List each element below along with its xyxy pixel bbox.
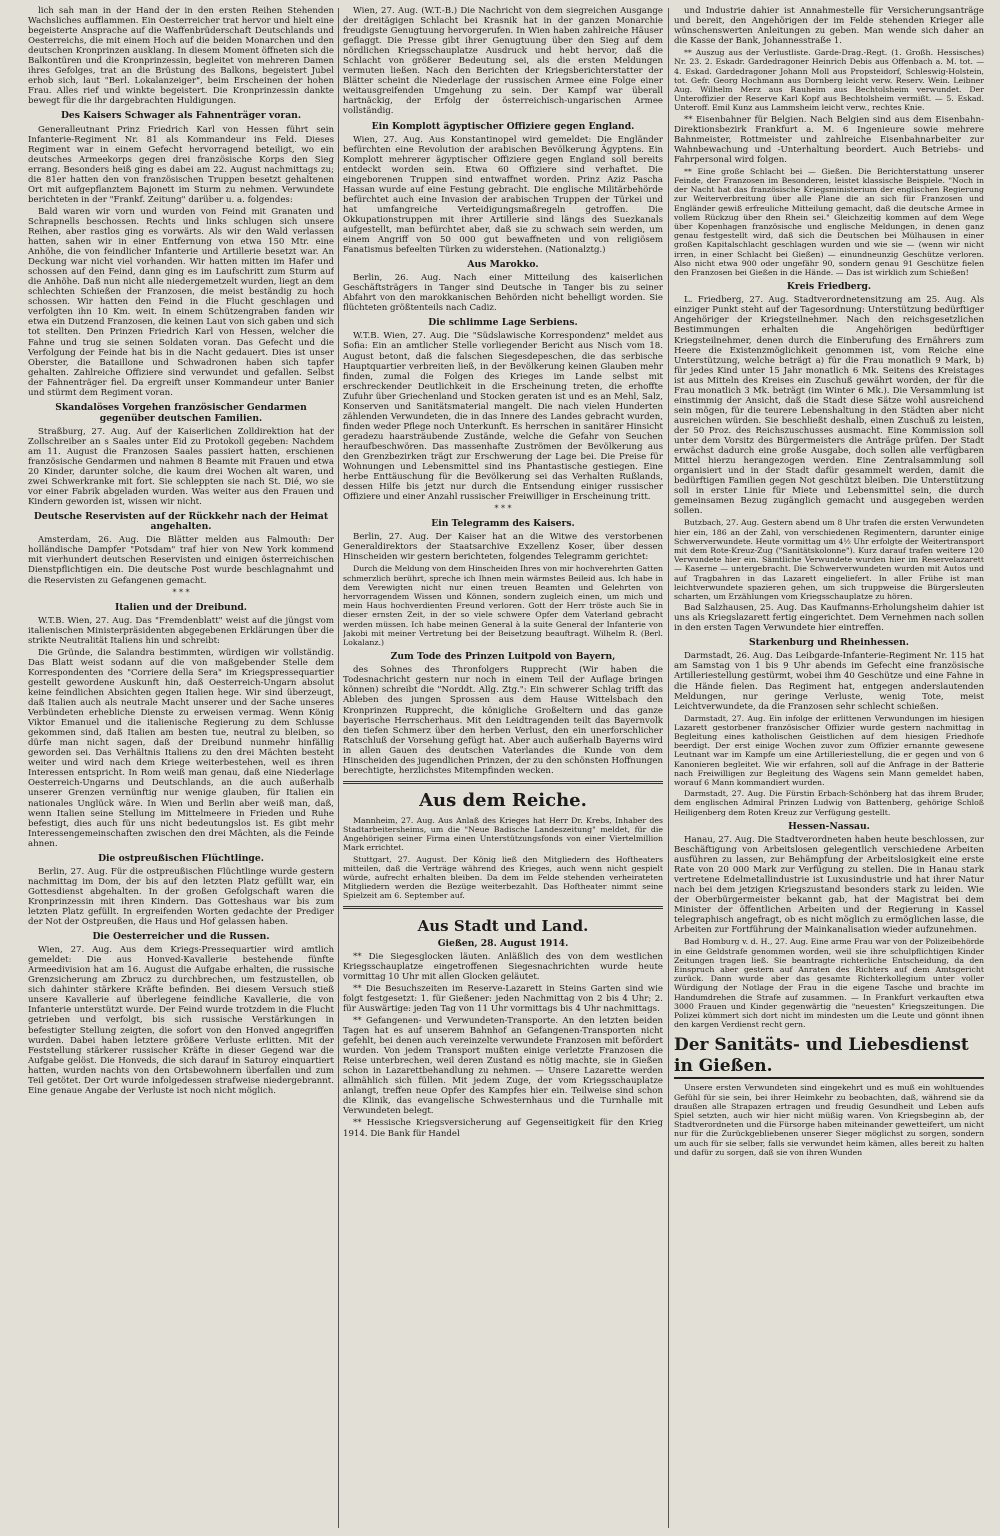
- headline-gendarmen: Skandalöses Vorgehen französischer Gendarmen: [55, 401, 307, 413]
- column-left: [28, 6, 334, 1530]
- article-paragraph: ** Die Besuchszeiten im Reserve-Lazarett in Steins Garten sind wie folgt festgesetzt: 1. für Gießener: jeden Nachmittag von 2 bis 4 Uhr; 2. für Auswärtige: jeden Tag von 11 Uhr vormittags bis 4 Uhr nachmittags.: [343, 983, 663, 1014]
- article-paragraph: Straßburg, 27. Aug. Auf der Kaiserlichen Zolldirektion hat der Zollschreiber an s Saales unter Eid zu Protokoll gegeben: Nachdem am 11. August die Franzosen Saales passiert hatten, erschienen französische Gendarmen und nahmen 8 Beamte mit Frauen und etwa 20 Kinder, darunter solche, die kaum drei Wochen alt waren, und zwei Schwerkranke mit fort. Sie schleppten sie nach St. Dié, wo sie vor einer Fabrik abgeladen wurden. Was weiter aus den Frauen und Kindern geworden ist, wissen wir nicht.: [28, 426, 334, 508]
- headline-marokko: Aus Marokko.: [467, 259, 539, 271]
- article-paragraph: Die Gründe, die Salandra bestimmten, würdigen wir vollständig. Das Blatt weist sodann auf die von maßgebender Stelle dem Korrespondenten des "Corriere della Sera" im Kriegspressequartier gestellt gewordene Auskunft hin, daß Oesterreich-Ungarn absolut keine feindlichen Absichten gegen Italien hege. Wir sind überzeugt, daß Italien auch als neutrale Macht unserer und der Sache unseres Verbündeten erhebliche Dienste zu erweisen vermag. Wenn König Viktor Emanuel und die italienische Regierung zu dem Schlusse gekommen sind, daß Italien am besten tue, neutral zu bleiben, so dürfe man nicht sagen, daß der Dreibund nunmehr hinfällig geworden sei. Das Verhältnis Italiens zu den drei Mächten besteht weiter und wird nach dem Kriege weiterbestehen, weil es ihren Interessen entspricht. In Rom weiß man genau, daß eine Niederlage Oesterreich-Ungarns und Deutschlands, an die auch außerhalb unserer Grenzen vernünftig nur wenige glauben, für Italien ein nationales Unglück wäre. In Wien und Berlin aber weiß man, daß, wenn Italien seine Stellung im Mittelmeere in Frieden und Ruhe befestigt, dies auch für uns nicht bedeutungslos ist. Es gibt mehr Interessengemeinschaften zwischen den drei Mächten, als die Feinde ahnen.: [28, 647, 334, 849]
- article-paragraph: des Sohnes des Thronfolgers Rupprecht (Wir haben die Todesnachricht gestern nur noch in einem Teil der Auflage bringen können) schreibt die "Norddt. Allg. Ztg.": Ein schwerer Schlag trifft das Ableben des jungen Sprossen aus dem Hause Wittelsbach den Kronprinzen Rupprecht, die königliche Großeltern und das ganze bayerische Herrscherhaus. Mit den Leidtragenden teilt das Bayernvolk den tiefen Schmerz über den herben Verlust, den ein unerforschlicher Ratschluß der Vorsehung gefügt hat. Aber auch außerhalb Bayerns wird in allen Gauen des deutschen Vaterlandes die Kunde von dem Hinscheiden des jugendlichen Prinzen, der zu den schönsten Hoffnungen berechtigte, herzlichstes Mitempfinden wecken.: [343, 665, 663, 776]
- headline-hessen-nassau: Hessen-Nassau.: [788, 820, 870, 832]
- intro-paragraph: lich sah man in der Hand der in den ersten Reihen Stehenden Wachsliches aufflammen. Ein Oesterreicher trat hervor und hielt eine begeisterte Ansprache auf die Waffenbrüderschaft Deutschlands und Oesterreichs, die mit einem Hoch auf die beiden Monarchen und den deutschen Kronprinzen ausklang. In diesem Moment öffneten sich die Balkontüren und die Kronprinzessin, begleitet von mehreren Damen ihres Gefolges, trat an die Brüstung des Balkons, begeistert Jubel erhob sich, laut "Berl. Lokalanzeiger", beim Erscheinen der hohen Frau. Alles rief und winkte begeistert. Die Kronprinzessin dankte bewegt für die ihr dargebrachten Huldigungen.: [28, 6, 334, 107]
- section-title-reich: Aus dem Reiche.: [419, 789, 587, 811]
- article-paragraph: Bad Salzhausen, 25. Aug. Das Kaufmanns-Erholungsheim dahier ist uns als Kriegslazarett fertig eingerichtet. Dem Vernehmen nach sollen in den ersten Tagen Verwundete hier eintreffen.: [674, 603, 984, 634]
- article-paragraph: Stuttgart, 27. August. Der König ließ den Mitgliedern des Hoftheaters mitteilen, daß die Verträge während des Krieges, auch wenn nicht gespielt würde, aufrecht erhalten bleiben. Da dem im Felde stehenden verheirateten Mitgliedern werden die Bezüge weiterbezahlt. Das Hoftheater nimmt seine Spielzeit am 6. September auf.: [343, 854, 663, 901]
- separator-stars: * * *: [172, 587, 190, 597]
- headline-komplott: Ein Komplott ägyptischer Offiziere gegen England.: [371, 120, 635, 132]
- article-paragraph: Darmstadt, 27. Aug. Die Fürstin Erbach-Schönberg hat das ihrem Bruder, dem englischen Admiral Prinzen Ludwig von Battenberg, gehörige Schloß Heiligenberg dem Roten Kreuz zur Verfügung gestellt.: [674, 789, 984, 817]
- headline-gendarmen-sub: gegenüber deutschen Familien.: [99, 412, 263, 424]
- section-divider: [343, 781, 663, 784]
- article-paragraph: Mannheim, 27. Aug. Aus Anlaß des Krieges hat Herr Dr. Krebs, Inhaber des Stadtarbeitersheims, um die "Neue Badische Landeszeitung" meldet, für die Angehörigen seiner Firma einen Unterstützungsfonds von einer Viertelmillion Mark errichtet.: [343, 815, 663, 853]
- article-paragraph: Berlin, 27. Aug. Der Kaiser hat an die Witwe des verstorbenen Generaldirektors der Staatsarchive Exzellenz Koser, über dessen Hinscheiden wir gestern berichteten, folgendes Telegramm gerichtet:: [343, 532, 663, 563]
- separator-stars: * * *: [494, 504, 512, 514]
- article-paragraph: ** Hessische Kriegsversicherung auf Gegenseitigkeit für den Krieg 1914. Die Bank für Handel: [343, 1118, 663, 1139]
- column-rule: [668, 8, 669, 1528]
- column-rule: [338, 8, 339, 1528]
- article-paragraph: und Industrie dahier ist Annahmestelle für Versicherungsanträge und bereit, den Angehörigen der im Felde stehenden Krieger alle wünschenswerten Anleitungen zu geben. Man wende sich daher an die Kasse der Bank, Johannesstraße 1.: [674, 6, 984, 47]
- article-paragraph: ** Eisenbahner für Belgien. Nach Belgien sind aus dem Eisenbahn-Direktionsbezirk Frankfurt a. M. 6 Ingenieure sowie mehrere Bahnmeister, Rottmeister und zahlreiche Eisenbahnarbeiter zur Wahnbewachung und -Unterhaltung beordert. Auch Betriebs- und Fahrpersonal wird folgen.: [674, 114, 984, 165]
- headline-fluechtlinge: Die ostpreußischen Flüchtlinge.: [98, 852, 264, 864]
- headline-friedberg: Kreis Friedberg.: [786, 281, 872, 293]
- headline-starkenburg: Starkenburg und Rheinhessen.: [748, 637, 910, 649]
- article-paragraph: W.T.B. Wien, 27. Aug. Das "Fremdenblatt" weist auf die jüngst vom italienischen Ministerpräsidenten abgegebenen Erklärungen über die strikte Neutralität Italiens hin und schreibt:: [28, 615, 334, 646]
- article-paragraph: ** Die Siegesglocken läuten. Anläßlich des von dem westlichen Kriegsschauplatze eingetroffenen Siegesnachrichten wurde heute vormittag 10 Uhr mit allen Glocken geläutet.: [343, 951, 663, 982]
- article-paragraph: Berlin, 27. Aug. Für die ostpreußischen Flüchtlinge wurde gestern nachmittag im Dom, der bis auf den letzten Platz gefüllt war, ein Gottesdienst abgehalten. In der großen Gefolgschaft waren die Kronprinzessin mit ihren Kindern. Das Gotteshaus war bis zum letzten Platz gefüllt. In ergreifenden Worten gedachte der Prediger der Not der Ostpreußen, die Haus und Hof gelassen haben.: [28, 866, 334, 928]
- article-paragraph: Unsere ersten Verwundeten sind eingekehrt und es muß ein wohltuendes Gefühl für sie sein, bei ihrer Heimkehr zu beobachten, daß, während sie da draußen alle Strapazen ertragen und freudig Gesundheit und Leben aufs Spiel setzten, auch wir hier nicht müßig waren. Von Kriegsbeginn ab, der Stadtverordneten und die Fürsorge haben miteinander gewetteifert, um nicht nur für die Zurückgebliebenen unserer Sieger möglichst zu sorgen, sondern um auch für sie selber, falls sie verwundet heim kämen, alles bereit zu halten und dafür zu sorgen, daß sie von ihren Wunden: [674, 1083, 984, 1157]
- article-paragraph: Wien, 27. Aug. Aus Konstantinopel wird gemeldet: Die Engländer befürchten eine Revolution der arabischen Bevölkerung Ägyptens. Ein Komplott mehrerer ägyptischer Offiziere gegen England soll bereits entdeckt worden sein. Etwa 60 Offiziere sind verhaftet. Die eingeborenen Truppen sind entwaffnet worden. Prinz Aziz Pascha Hassan wurde auf eine Festung gebracht. Die englische Militärbehörde befürchtet auch eine Invasion der arabischen Truppen der Türkei und hat umfangreiche Verteidigungsmaßregeln getroffen. Die Okkupationstruppen mit ihrer Artillerie sind längs des Suezkanals aufgestellt, man befürchtet aber, daß sie zu schwach sein werden, um einem Angriff von 50 000 gut bewaffneten und von religiösem Fanatismus befeelten Türken zu widerstehen. (Nationalztg.): [343, 134, 663, 256]
- article-paragraph: W.T.B. Wien, 27. Aug. Die "Südslawische Korrespondenz" meldet aus Sofia: Ein an amtlicher Stelle vorliegender Bericht aus Nisch vom 18. August betont, daß die falschen Siegesdepeschen, die das serbische Hauptquartier verbreiten ließ, in der Bevölkerung keinen Glauben mehr finden, zumal die Folgen des Krieges im Lande selbst mit erschreckender Deutlichkeit in die Erscheinung treten, die erhoffte Zufuhr über Griechenland und Stocken geraten ist und es an Mehl, Salz, Konserven und Sanitätsmaterial mangelt. Die nach vielen Hunderten zählenden Verwundeten, die in das Innere des Landes gebracht wurden, finden weder Pflege noch Unterkunft. Es herrschen in sanitärer Hinsicht geradezu haarsträubende Zustände, welche die Gefahr von Seuchen heraufbeschwören. Das massenhafte Zuströmen der Bevölkerung aus den Grenzbezirken trägt zur Erschwerung der Lage bei. Die Preise für Wohnungen und Lebensmittel sind ins Phantastische gestiegen. Eine herbe Enttäuschung für die Bevölkerung sei das Verhalten Rußlands, dessen Hilfe bis jetzt nur durch die Entsendung einiger russischer Offiziere und einer Anzahl russischer Freiwilliger in Erscheinung tritt.: [343, 331, 663, 503]
- section-divider: [343, 906, 663, 909]
- article-paragraph: L. Friedberg, 27. Aug. Stadtverordnetensitzung am 25. Aug. Als einziger Punkt steht auf der Tagesordnung: Unterstützung bedürftiger Angehöriger der Kriegsteilnehmer. Nach den reichsgesetzlichen Bestimmungen erhalten die Angehörigen bedürftiger Kriegsteilnehmer, denen durch die Einberufung des Ernährers zum Heere die Existenzmöglichkeit genommen ist, vom Reiche eine Unterstützung, welche beträgt a) für die Frau monatlich 9 Mark, b) für jedes Kind unter 15 Jahr monatlich 6 Mk. Seitens des Kreistages ist aus Mitteln des Kreises ein Zuschuß gewährt worden, der für die Frau monatlich 3 Mk. beträgt (im Winter 6 Mk.). Die Versammlung ist einstimmig der Ansicht, daß die Stadt diese Sätze wohl ausreichend sein mögen, für die teurere Lebenshaltung in den Städten aber nicht ausreichen würden. Sie beschließt deshalb, einen Zuschuß zu leisten, der 50 Proz. des Reichszuschusses ausmacht. Eine Kommission soll unter dem Vorsitz des Bürgermeisters die Anträge prüfen. Der Stadt erwächst dadurch eine große Ausgabe, doch sollen alle verfügbaren Mittel hierzu herangezogen werden. Eine Zentralsammlung soll organisiert und in der Stadt dafür gesammelt werden, damit die bedürftigen Familien gegen Not geschützt bleiben. Die Unterstützung soll in erster Linie für Miete und Lebensmittel sein, die durch gemeinsamen Bezug zugänglich gemacht und ausgegeben werden sollen.: [674, 295, 984, 517]
- headline-telegramm: Ein Telegramm des Kaisers.: [431, 518, 575, 530]
- verlustliste: ** Auszug aus der Verlustliste. Garde-Drag.-Regt. (1. Großh. Hessisches) Nr. 23. 2. Eskadr. Gardedragoner Heinrich Debis aus Offenbach a. M. tot. — 4. Eskad. Gardedragoner Johann Moll aus Propsteidorf, Schleswig-Holstein, tot. Gefr. Georg Hochmann aus Dornberg leicht verw. Reserv. Wein. Leibner Aug. Wilhelm Merz aus Rauheim aus Bechtolsheim verwundet. Der Unteroffizier der Reserve Karl Kopf aus Bechtolsheim vermißt. — 5. Eskad. Unteroff. Emil Kunz aus Lammsheim leicht verw., rechtes Knie.: [674, 48, 984, 113]
- article-paragraph: Darmstadt, 26. Aug. Das Leibgarde-Infanterie-Regiment Nr. 115 hat am Samstag von 1 bis 9 Uhr abends im Gefecht eine französische Artilleriestellung gestürmt, wobei ihm 40 Geschütze und eine Fahne in die Hände fielen. Das Regiment hat, entgegen anderslautenden Meldungen, nur geringe Verluste, wenig Tote, meist Leichtverwundete, da die Franzosen sehr schlecht schießen.: [674, 651, 984, 712]
- headline-reservisten: Deutsche Reservisten auf der Rückkehr nach der Heimat angehalten.: [33, 511, 329, 533]
- headline-schwager: Des Kaisers Schwager als Fahnenträger voran.: [60, 110, 302, 122]
- article-paragraph: Berlin, 26. Aug. Nach einer Mitteilung des kaiserlichen Geschäftsträgers in Tanger sind Deutsche in Tanger bis zu seiner Abfahrt von den marokkanischen Behörden nicht behelligt worden. Sie flüchteten größtenteils nach Cadiz.: [343, 273, 663, 314]
- article-paragraph: Bad Homburg v. d. H., 27. Aug. Eine arme Frau war von der Polizeibehörde in eine Geldstrafe genommen worden, weil sie ihre schulpflichtigen Kinder Zeitungen tragen ließ. Sie beantragte richterliche Entscheidung, da den Einspruch aber gestern auf Anraten des Richters auf dem Amtsgericht zurück. Dann wurde aber das gesamte Richterkollegium unter voller Würdigung der Notlage der Frau in die eigene Tasche und brachte im Handumdrehen die Strafe auf zusammen. — In Frankfurt verkauften etwa 3000 Frauen und Kinder gegenwärtig die "neuesten" Kriegszeitungen. Die Polizei kümmert sich dort nicht im mindesten um die Leute und gönnt ihnen den kargen Verdienst recht gern.: [674, 937, 984, 1030]
- dateline: Gießen, 28. August 1914.: [437, 937, 569, 949]
- headline-russen: Die Oesterreicher und die Russen.: [92, 931, 270, 943]
- article-paragraph: Wien, 27. Aug. (W.T.-B.) Die Nachricht von dem siegreichen Ausgange der dreitägigen Schlacht bei Krasnik hat in der ganzen Monarchie freudigste Genugtuung hervorgerufen. In Wien haben zahlreiche Häuser geflaggt. Die Presse gibt ihrer Genugtuung über den Sieg auf dem nördlichen Kriegsschauplatze Ausdruck und hebt hervor, daß die Schlacht von größerer Bedeutung sei, als die ersten Meldungen vermuten ließen. Nach den Berichten der Kriegsberichterstatter der Blätter scheint die Niederlage der russischen Armee eine Folge einer weitausgreifenden Umgehung zu sein. Der Kampf war überall hartnäckig, der Erfolg der österreichisch-ungarischen Armee vollständig.: [343, 6, 663, 117]
- article-paragraph: Wien, 27. Aug. Aus dem Kriegs-Pressequartier wird amtlich gemeldet: Die aus Honved-Kavallerie bestehende fünfte Armeedivision hat am 16. August die Aufgabe erhalten, die russische Grenzsicherung am Zbrucz zu durchbrechen, um festzustellen, ob sich dahinter stärkere Kräfte befinden. Bei diesem Versuch stieß unsere Kavallerie auf überlegene feindliche Kavallerie, die von Infanterie unterstützt wurde. Der Feind wurde trotzdem in die Flucht getrieben und verfolgt, bis sich russische Verstärkungen in befestigter Stellung zeigten, die sofort von den Honved angegriffen wurden. Dabei haben letztere größere Verluste erlitten. Mit der Feststellung stärkerer russischer Kräfte in dieser Gegend war die Aufgabe gelöst. Die Honveds, die sich darauf in Saturoy einquartiert hatten, wurden nachts von den Ortsbewohnern überfallen und zum Teil getötet. Der Ort wurde infolgedessen strafweise niedergebrannt. Eine genaue Angabe der Verluste ist noch nicht möglich.: [28, 945, 334, 1096]
- column-right: [674, 6, 984, 1530]
- article-paragraph: Bald waren wir vorn und wurden von Feind mit Granaten und Schrapnells beschossen. Rechts und links schlugen sich unsere Reihen, aber rastlos ging es vorwärts. Als wir den Wald verlassen hatten, sahen wir in einer Entfernung von etwa 150 Mtr. eine Anhöhe, die von feindlicher Infanterie und Artillerie besetzt war. An Deckung war nicht viel vorhanden. Wir hatten mitten im Hafer und schossen auf den Feind, dann ging es im Laufschritt zum Sturm auf die Anhöhe. Daß nun nicht alle niedergemetzelt wurden, liegt an dem schlechten Schießen der Franzosen, die meist beständig zu hoch schossen. Wir hatten den Feind in die Flucht geschlagen und verfolgten ihn 10 Km. weit. In einem Schützengraben fanden wir etwa ein Dutzend Franzosen, die keinen Laut von sich gaben und sich tot stellten. Den Prinzen Friedrich Karl von Hessen, welcher die Fahne und trug sie seinen Soldaten voran. Das Gefecht und die Verfolgung der Feinde hat bis in die Nacht gedauert. Dies ist unser Oberster, die Bataillone und Schwadronen haben sich tapfer gehalten. Zahlreiche Offiziere sind verwundet und gefallen. Selbst der Fahnenträger fiel. Da ergreift unser Kommandeur unter Banier und stürmt dem Regiment voran.: [28, 206, 334, 398]
- article-paragraph: ** Gefangenen- und Verwundeten-Transporte. An den letzten beiden Tagen hat es auf unserem Bahnhof an Gefangenen-Transporten nicht gefehlt, bei denen auch vereinzelte verwundete Franzosen mit befördert wurden. Von jedem Transport mußten einige verletzte Franzosen die Reise unterbrechen, weil deren Zustand es nötig machte, sie in Gießen schon in Lazarettbehandlung zu nehmen. — Unsere Lazarette werden allmählich sich füllen. Mit jedem Zuge, der vom Kriegsschauplatze anlangt, treffen neue Opfer des Kampfes hier ein. Teilweise sind schon die Klinik, das evangelische Schwesternhaus und die Turnhalle mit Verwundeten belegt.: [343, 1015, 663, 1117]
- column-middle: [343, 6, 663, 1530]
- headline-luitpold: Zum Tode des Prinzen Luitpold von Bayern,: [390, 651, 616, 663]
- article-paragraph: Hanau, 27. Aug. Die Stadtverordneten haben heute beschlossen, zur Beschäftigung von Arbeitslosen gelegentlich verschiedene Arbeiten ausführen zu lassen, zur Behämpfung der Arbeitslosigkeit eine erste Rate von 20 000 Mark zur Verfügung zu stellen. Die in Hanau stark vertretene Edelmetallindustrie ist Luxusindustrie und hat ihrer Natur nach bei dem jetzigen Kriegszustand besonders stark zu leiden. Wie der Oberbürgermeister bekannt gab, hat der Magistrat bei dem Minister der öffentlichen Arbeiten und der Regierung in Kassel telegraphisch angefragt, ob es nicht möglich zu ermöglichen lasse, die Arbeiten zur Fortführung der Mainkanalisation wieder aufzunehmen.: [674, 834, 984, 936]
- article-paragraph: Amsterdam, 26. Aug. Die Blätter melden aus Falmouth: Der holländische Dampfer "Potsdam" traf hier von New York kommend mit vierhundert deutschen Reservisten und einigen österreichischen Dienstpflichtigen ein. Die deutsche Post wurde beschlagnahmt und die Reservisten zu Gefangenen gemacht.: [28, 535, 334, 586]
- article-paragraph: Generalleutnant Prinz Friedrich Karl von Hessen führt sein Infanterie-Regiment Nr. 81 als Kommandeur ins Feld. Dieses Regiment war in einem Gefecht hervorragend beteiligt, wo ein deutsches Armeekorps gegen drei französische Korps den Sieg errang. Besonders heiß ging es dabei am 22. August nachmittags zu; die 81er hatten den von französischen Truppen besetzt gehaltenen Ort mit aufgepflanztem Bajonett im Sturm zu nehmen. Verwundete berichteten in der "Frankf. Zeitung" darüber u. a. folgendes:: [28, 124, 334, 205]
- section-title-sanitaet: Der Sanitäts- und Liebesdienst in Gießen.: [674, 1035, 984, 1079]
- article-paragraph: Butzbach, 27. Aug. Gestern abend um 8 Uhr trafen die ersten Verwundeten hier ein, 186 an der Zahl, von verschiedenen Regimentern, darunter einige Schwerverwundete. Heute vormittag um 4½ Uhr erfolgte der Weitertransport mit dem Rote-Kreuz-Zug ("Sanitätskolonne"). Kurz darauf trafen weitere 120 Verwundete hier ein. Sämtliche Verwundete wurden hier im Reservelazarett — Kaserne — untergebracht. Die Schwerverwundeten wurden mit Autos und auf Tragbahren in das Lazarett eingeliefert. In aller Frühe ist man leichtverwundete spazieren gehen, um sich truppweise die Bürgersleuten scharten, um Erzählungen vom Kriegsschauplatze zu hören.: [674, 518, 984, 601]
- article-paragraph: ** Eine große Schlacht bei — Gießen. Die Berichterstattung unserer Feinde, der Franzosen im Besonderen, leistet klassische Beispiele. "Noch in der Nacht hat das französische Kriegsministerium der englischen Regierung zur Weiterverbreitung über alle Plane die an sich für Franzosen und Engländer gewiß erfreuliche Mitteilung gemacht, daß die deutsche Armee in vollem Rückzug über den Rhein sei." Gleichzeitig kommen auf dem Wege über Kopenhagen französische und englische Meldungen, in denen ganz genau festgestellt wird, daß sich die Deutschen bei Mülhausen in einer großen Kapitalschlacht geschlagen wurden und wie sie — (wenn wir nicht irren, in einer Schlacht bei Gießen) — einundneunzig Geschütze verloren. Also nicht etwa 900 oder ungefähr 90, sondern genau 91 Geschütze fielen den Franzosen bei Gießen in die Hände. — Das ist wirklich zum Schießen!: [674, 166, 984, 278]
- article-paragraph: Darmstadt, 27. Aug. Ein infolge der erlittenen Verwundungen im hiesigen Lazarett gestorbener französischer Offizier wurde gestern nachmittag in Begleitung eines katholischen Geistlichen auf dem hiesigen Friedhofe beerdigt. Der erst einige Wochen zuvor zum Offizier ernannte gewesene Leutnant war im Kampfe um eine Artilleriestellung, die er gegen und von 6 Kanonieren begleitet. Wie wir erfahren, soll auf die Anfrage in der Batterie nach Freiwilligen zur Begleitung des Wagens sein Mann gemeldet haben, worauf 6 Mann kommandiert wurden.: [674, 713, 984, 788]
- headline-italien: Italien und der Dreibund.: [114, 601, 248, 613]
- section-title-stadt-land: Aus Stadt und Land.: [417, 916, 589, 935]
- telegram-text: Durch die Meldung von dem Hinscheiden Ihres von mir hochverehrten Gatten schmerzlich berührt, spreche ich Ihnen mein wärmstes Beileid aus. Ich habe in dem Verewigten nicht nur einen treuen Beamten und Gelehrten von hervorragendem Wissen und Können, sondern zugleich einen, um mich und mein Haus hochverdienten Freund verloren. Gott der Herr tröste auch Sie in dieser ernsten Zeit, in der so viele schwere Opfer dem Vaterland gebracht werden müssen. Ich habe meinen General à la suite General der Infanterie von Jakobi mit meiner Vertretung bei der Beisetzung beauftragt. Wilhelm R. (Berl. Lokalanz.): [343, 564, 663, 648]
- headline-serbien: Die schlimme Lage Serbiens.: [428, 317, 578, 329]
